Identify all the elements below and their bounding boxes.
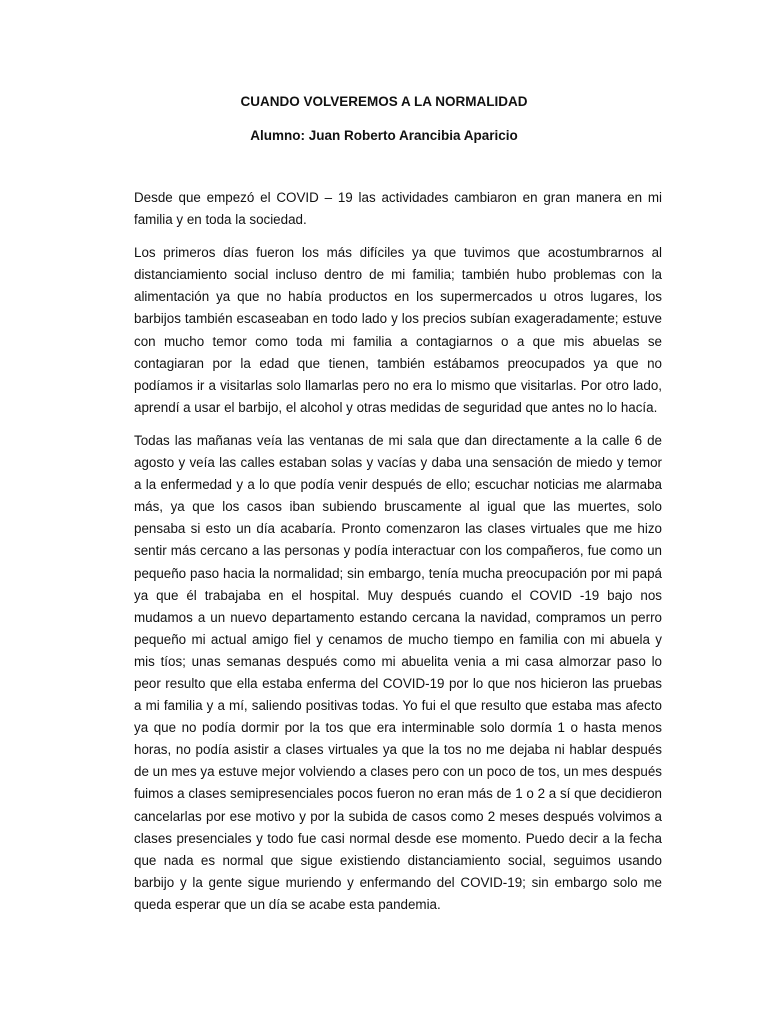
- paragraph-3: Todas las mañanas veía las ventanas de mi sala que dan directamente a la calle 6 de agosto y veía las calles estaban solas y vacías y daba una sensación de miedo y temor a la enfermedad y a lo que podía venir después de ello; escuchar noticias me alarmaba más, ya que los casos iban subiendo bruscamente al igual que las muertes, solo pensaba si esto un día acabaría. Pronto comenzaron las clases virtuales que me hizo sentir más cercano a las personas y podía interactuar con los compañeros, fue como un pequeño paso hacia la normalidad; sin embargo, tenía mucha preocupación por mi papá ya que él trabajaba en el hospital. Muy después cuando el COVID -19 bajo nos mudamos a un nuevo departamento estando cercana la navidad, compramos un perro pequeño mi actual amigo fiel y cenamos de mucho tiempo en familia con mi abuela y mis tíos; unas semanas después como mi abuelita venia a mi casa almorzar paso lo peor resulto que ella estaba enferma del COVID-19 por lo que nos hicieron las pruebas a mi familia y a mí, saliendo positivas todas. Yo fui el que resulto que estaba mas afecto ya que no podía dormir por la tos que era interminable solo dormía 1 o hasta menos horas, no podía asistir a clases virtuales ya que la tos no me dejaba ni hablar después de un mes ya estuve mejor volviendo a clases pero con un poco de tos, un mes después fuimos a clases semipresenciales pocos fueron no eran más de 1 o 2 a sí que decidieron cancelarlas por ese motivo y por la subida de casos como 2 meses después volvimos a clases presenciales y todo fue casi normal desde ese momento. Puedo decir a la fecha que nada es normal que sigue existiendo distanciamiento social, seguimos usando barbijo y la gente sigue muriendo y enfermando del COVID-19; sin embargo solo me queda esperar que un día se acabe esta pandemia.: [134, 432, 662, 912]
- paragraph-1: Desde que empezó el COVID – 19 las actividades cambiaron en gran manera en mi familia y en toda la sociedad.: [134, 190, 662, 228]
- paragraph-2: Los primeros días fueron los más difíciles ya que tuvimos que acostumbrarnos al distanciamiento social incluso dentro de mi familia; también hubo problemas con la alimentación ya que no había productos en los supermercados u otros lugares, los barbijos también escaseaban en todo lado y los precios subían exageradamente; estuve con mucho temor como toda mi familia a contagiarnos o a que mis abuelas se contagiaran por la edad que tienen, también estábamos preocupados ya que no podíamos ir a visitarlas solo llamarlas pero no era lo mismo que visitarlas. Por otro lado, aprendí a usar el barbijo, el alcohol y otras medidas de seguridad que antes no lo hacía.: [134, 245, 662, 415]
- document-title: CUANDO VOLVEREMOS A LA NORMALIDAD: [240, 94, 528, 109]
- author-line: Alumno: Juan Roberto Arancibia Aparicio: [250, 128, 518, 143]
- document-body: [134, 187, 662, 927]
